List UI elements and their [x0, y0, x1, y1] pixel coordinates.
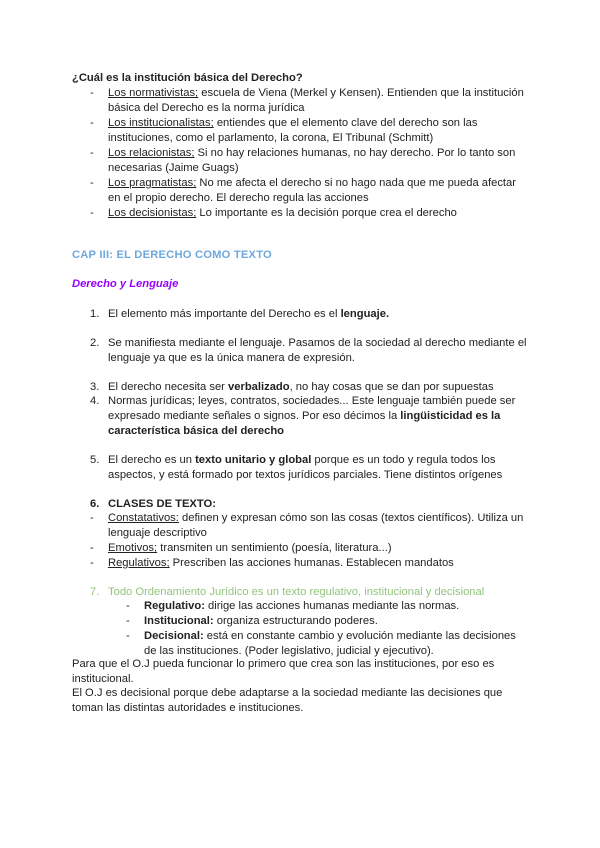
- term-description: transmiten un sentimiento (poesía, literatura...): [157, 542, 392, 554]
- item-number: 7.: [90, 586, 100, 598]
- term-description: No me afecta el derecho si no hago nada que me pueda afectar en el propio derecho. El derecho regula las acciones: [108, 177, 516, 204]
- term-description: está en constante cambio y evolución mediante las decisiones de las instituciones. (Poder legislativo, judicial y ejecutivo).: [144, 630, 516, 657]
- dash-bullet: -: [90, 512, 94, 524]
- term-label: Los normativistas;: [108, 87, 199, 99]
- closing-paragraph: Para que el O.J pueda funcionar lo primero que crea son las instituciones, por eso es institucional.: [72, 658, 495, 685]
- term-description: Si no hay relaciones humanas, no hay derecho. Por lo tanto son necesarias (Jaime Guags): [108, 147, 516, 174]
- item-text: El derecho es un: [108, 454, 196, 466]
- list-item: [126, 614, 526, 629]
- term-description: dirige las acciones humanas mediante las normas.: [204, 600, 460, 612]
- dash-bullet: -: [90, 147, 94, 159]
- term-label: Los institucionalistas;: [108, 117, 214, 129]
- text-classes-list: [90, 511, 530, 571]
- dash-bullet: -: [90, 542, 94, 554]
- list-item: [126, 599, 526, 614]
- item-text: El derecho necesita ser: [108, 381, 229, 393]
- term-label: Regulativos;: [108, 557, 170, 569]
- dash-bullet: -: [90, 557, 94, 569]
- numbered-item: [72, 394, 532, 439]
- term-description: definen y expresan cómo son las cosas (textos científicos). Utiliza un lenguaje descriptivo: [108, 512, 524, 539]
- item-bold-text: lenguaje.: [340, 308, 390, 320]
- item-number: 2.: [90, 337, 100, 349]
- item-heading: CLASES DE TEXTO:: [108, 498, 216, 510]
- numbered-item: [72, 585, 542, 600]
- item-number: 1.: [90, 308, 100, 320]
- term-label: Emotivos;: [108, 542, 158, 554]
- item-number: 5.: [90, 454, 100, 466]
- item-number: 3.: [90, 381, 100, 393]
- item-number: 6.: [90, 498, 100, 510]
- list-item: [90, 511, 530, 541]
- numbered-item: [72, 497, 532, 512]
- question-title: ¿Cuál es la institución básica del Derecho?: [72, 72, 303, 84]
- item-text: Normas jurídicas; leyes, contratos, sociedades... Este lenguaje también puede ser expresado mediante señales o signos. Por eso décimos la: [108, 395, 516, 422]
- closing-paragraph: El O.J es decisional porque debe adaptarse a la sociedad mediante las decisiones que toman las distintas autoridades e instituciones.: [72, 687, 503, 714]
- chapter-title: CAP III: EL DERECHO COMO TEXTO: [72, 249, 272, 261]
- item-bold-text: verbalizado: [228, 381, 290, 393]
- list-item: [90, 116, 530, 146]
- term-description: Prescriben las acciones humanas. Establecen mandatos: [169, 557, 454, 569]
- dash-bullet: -: [90, 177, 94, 189]
- section-subtitle: Derecho y Lenguaje: [72, 278, 179, 290]
- term-label: Los pragmatistas;: [108, 177, 197, 189]
- dash-bullet: -: [126, 600, 130, 612]
- item-number: 4.: [90, 395, 100, 407]
- term-label: Constatativos:: [108, 512, 179, 524]
- list-item: [90, 176, 530, 206]
- item-text: El elemento más importante del Derecho es el: [108, 308, 341, 320]
- term-label: Los relacionistas;: [108, 147, 195, 159]
- list-item: [90, 541, 530, 556]
- dash-bullet: -: [90, 117, 94, 129]
- dash-bullet: -: [126, 630, 130, 642]
- list-item: [90, 86, 530, 116]
- list-item: [126, 629, 526, 659]
- numbered-item: [72, 307, 532, 322]
- dash-bullet: -: [90, 87, 94, 99]
- term-label: Institucional:: [144, 615, 214, 627]
- item-bold-text: lingüisticidad es la característica básica del derecho: [108, 410, 501, 437]
- term-description: escuela de Viena (Merkel y Kensen). Entienden que la institución básica del Derecho es la norma jurídica: [108, 87, 524, 114]
- item-text: Todo Ordenamiento Jurídico es un texto regulativo, institucional y decisional: [108, 586, 485, 598]
- numbered-item: [72, 380, 532, 395]
- question-list: [90, 86, 530, 221]
- item-text: , no hay cosas que se dan por supuestas: [289, 381, 494, 393]
- term-label: Los decisionistas;: [108, 207, 197, 219]
- dash-bullet: -: [126, 615, 130, 627]
- dash-bullet: -: [90, 207, 94, 219]
- list-item: [90, 556, 530, 571]
- item-text: Se manifiesta mediante el lenguaje. Pasamos de la sociedad al derecho mediante el lenguaje ya que es la única manera de expresión.: [108, 337, 527, 364]
- item-bold-text: texto unitario y global: [195, 454, 312, 466]
- list-item: [90, 206, 530, 221]
- term-description: entiendes que el elemento clave del derecho son las instituciones, como el parlamento, la corona, El Tribunal (Schmitt): [108, 117, 478, 144]
- numbered-item: [72, 336, 532, 366]
- numbered-item: [72, 453, 532, 483]
- term-description: organiza estructurando poderes.: [213, 615, 378, 627]
- term-label: Decisional:: [144, 630, 204, 642]
- ordering-list: [126, 599, 526, 659]
- list-item: [90, 146, 530, 176]
- term-label: Regulativo:: [144, 600, 205, 612]
- item-text: porque es un todo y regula todos los aspectos, y está formado por textos jurídicos parciales. Tiene distintos orígenes: [108, 454, 503, 481]
- term-description: Lo importante es la decisión porque crea el derecho: [196, 207, 457, 219]
